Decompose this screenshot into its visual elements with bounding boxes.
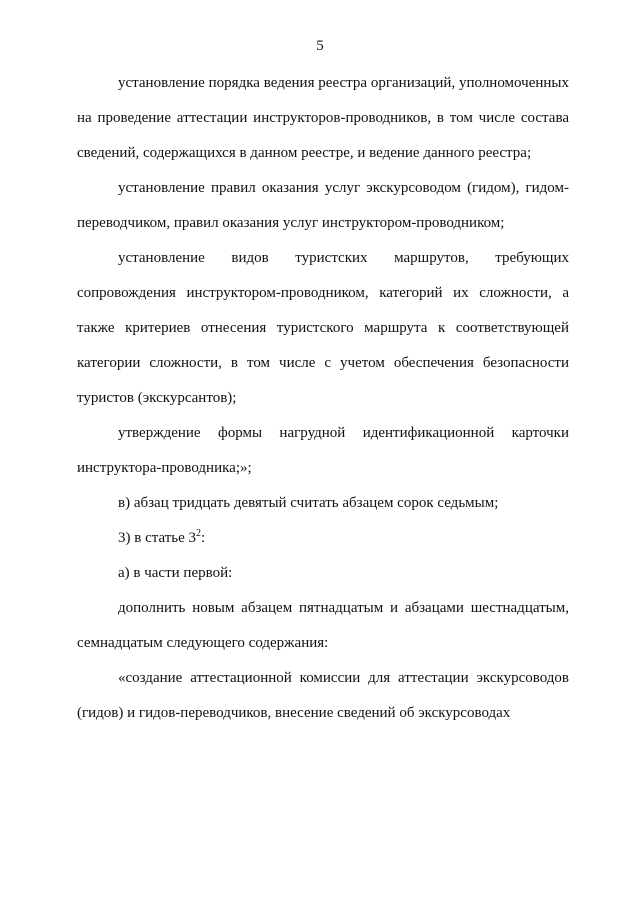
article-colon: : [201,530,206,546]
paragraph-part-one: а) в части первой: [118,565,233,581]
page-number: 5 [316,38,324,54]
paragraph-renumber: в) абзац тридцать девятый считать абзацем сорок седьмым; [118,495,499,511]
paragraph-route-types: установление видов туристских маршрутов, требующих сопровождения инструктором-проводником, категорий их сложности, а также критериев отнесения туристского маршрута к соответствующей категории сложности, в том числе с учетом обеспечения безопасности туристов (экскурсантов); [77,250,569,406]
paragraph-badge-form: утверждение формы нагрудной идентификационной карточки инструктора-проводника;»; [77,425,569,476]
paragraph-article [77,521,569,556]
paragraph-commission: «создание аттестационной комиссии для аттестации экскурсоводов (гидов) и гидов-переводчиков, внесение сведений об экскурсоводах [77,670,569,721]
article-text: 3) в статье 3 [118,530,197,546]
article-superscript: 2 [196,528,202,539]
paragraph-add-clauses: дополнить новым абзацем пятнадцатым и абзацами шестнадцатым, семнадцатым следующего содержания: [77,600,569,651]
document-body [77,66,569,731]
paragraph-guide-rules: установление правил оказания услуг экскурсоводом (гидом), гидом-переводчиком, правил оказания услуг инструктором-проводником; [77,180,569,231]
paragraph-registry: установление порядка ведения реестра организаций, уполномоченных на проведение аттестации инструкторов-проводников, в том числе состава сведений, содержащихся в данном реестре, и ведение данного реестра; [77,75,569,161]
